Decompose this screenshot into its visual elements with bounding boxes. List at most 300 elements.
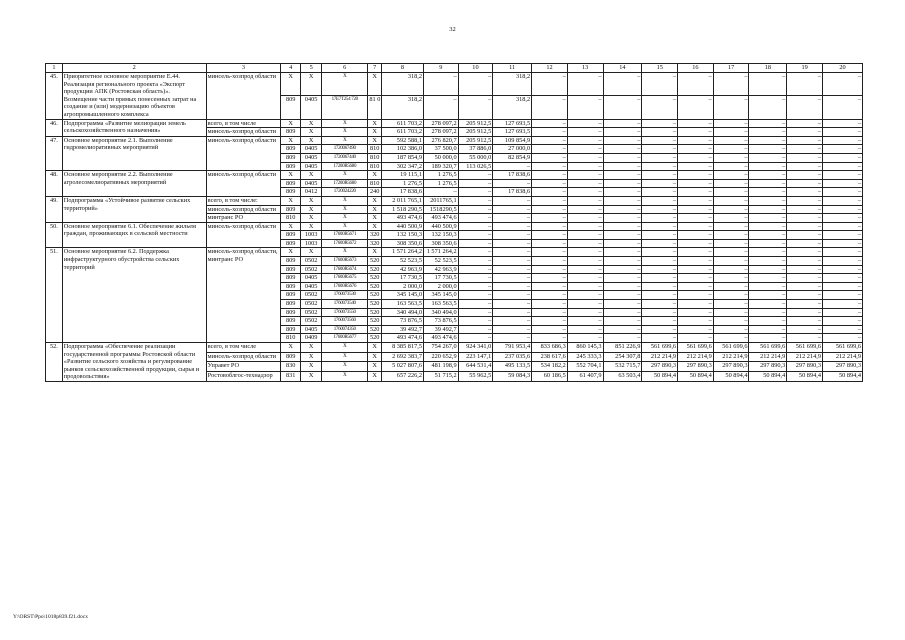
amount-cell: 163 563,5 xyxy=(423,300,458,309)
amount-cell: 73 876,5 xyxy=(381,317,423,326)
amount-cell: – xyxy=(642,308,678,317)
amount-cell: – xyxy=(642,257,678,266)
section-code: 1003 xyxy=(301,239,322,248)
amount-cell: 561 699,6 xyxy=(642,343,678,353)
amount-cell: – xyxy=(822,248,862,257)
amount-cell: – xyxy=(822,291,862,300)
amount-cell: 297 890,3 xyxy=(749,362,787,372)
row-executor: всего, в том числе xyxy=(206,119,281,128)
amount-cell: – xyxy=(822,231,862,240)
grbs-code: Х xyxy=(281,222,301,231)
amount-cell: – xyxy=(749,96,787,119)
target-code: Х xyxy=(322,73,368,96)
row-number: 48. xyxy=(46,171,63,197)
header-cell: 18 xyxy=(749,64,787,73)
header-cell: 11 xyxy=(493,64,532,73)
amount-cell: – xyxy=(749,325,787,334)
expense-type-code: Х xyxy=(368,171,382,180)
expense-type-code: 810 xyxy=(368,153,382,162)
amount-cell: 1 571 264,2 xyxy=(381,248,423,257)
amount-cell: 37 886,0 xyxy=(458,145,493,154)
amount-cell: – xyxy=(678,317,714,326)
expense-type-code: Х xyxy=(368,362,382,372)
amount-cell: – xyxy=(567,325,603,334)
amount-cell: – xyxy=(603,162,642,171)
amount-cell: – xyxy=(787,214,823,223)
amount-cell: – xyxy=(567,96,603,119)
amount-cell: – xyxy=(787,325,823,334)
amount-cell: – xyxy=(713,239,749,248)
amount-cell: 102 386,0 xyxy=(381,145,423,154)
section-code: 0502 xyxy=(301,291,322,300)
amount-cell: – xyxy=(713,205,749,214)
amount-cell: 833 686,3 xyxy=(532,343,568,353)
amount-cell: 212 214,9 xyxy=(787,352,823,362)
grbs-code: 809 xyxy=(281,257,301,266)
amount-cell: – xyxy=(532,308,568,317)
amount-cell: 1 518 290,5 xyxy=(381,205,423,214)
expense-type-code: Х xyxy=(368,214,382,223)
header-cell: 19 xyxy=(787,64,823,73)
amount-cell: – xyxy=(713,291,749,300)
section-code: 0405 xyxy=(301,179,322,188)
amount-cell: – xyxy=(642,317,678,326)
amount-cell: – xyxy=(493,282,532,291)
amount-cell: – xyxy=(678,291,714,300)
amount-cell: – xyxy=(749,162,787,171)
amount-cell: – xyxy=(678,222,714,231)
amount-cell: – xyxy=(603,325,642,334)
amount-cell: – xyxy=(713,334,749,343)
amount-cell: – xyxy=(603,257,642,266)
amount-cell: – xyxy=(642,222,678,231)
expense-type-code: Х xyxy=(368,222,382,231)
grbs-code: 830 xyxy=(281,362,301,372)
amount-cell: – xyxy=(458,179,493,188)
amount-cell: 61 407,9 xyxy=(567,372,603,382)
amount-cell: – xyxy=(678,179,714,188)
amount-cell: 19 115,1 xyxy=(381,171,423,180)
row-executor: минсель-хозпрод области xyxy=(206,222,281,248)
section-code: Х xyxy=(301,248,322,257)
amount-cell: – xyxy=(642,136,678,145)
amount-cell: – xyxy=(749,188,787,197)
amount-cell: – xyxy=(749,205,787,214)
target-code: 17600R5673 xyxy=(322,257,368,266)
amount-cell: – xyxy=(603,179,642,188)
amount-cell: – xyxy=(713,282,749,291)
amount-cell: – xyxy=(749,136,787,145)
section-code: Х xyxy=(301,214,322,223)
amount-cell: – xyxy=(532,136,568,145)
target-code: 17600R5676 xyxy=(322,282,368,291)
amount-cell: 440 500,9 xyxy=(381,222,423,231)
amount-cell: – xyxy=(567,179,603,188)
amount-cell: – xyxy=(493,334,532,343)
section-code: Х xyxy=(301,128,322,137)
amount-cell: – xyxy=(493,274,532,283)
amount-cell: – xyxy=(642,162,678,171)
amount-cell: 561 699,6 xyxy=(787,343,823,353)
amount-cell: – xyxy=(822,257,862,266)
expense-type-code: 240 xyxy=(368,188,382,197)
amount-cell: – xyxy=(822,214,862,223)
amount-cell: 611 703,2 xyxy=(381,128,423,137)
amount-cell: 2 000,0 xyxy=(423,282,458,291)
target-code: 1760073540 xyxy=(322,300,368,309)
section-code: 0405 xyxy=(301,96,322,119)
amount-cell: 302 347,2 xyxy=(381,162,423,171)
amount-cell: – xyxy=(787,222,823,231)
amount-cell: 39 492,7 xyxy=(381,325,423,334)
amount-cell: – xyxy=(532,196,568,205)
expense-type-code: 320 xyxy=(368,239,382,248)
target-code: Х xyxy=(322,372,368,382)
expense-type-code: Х xyxy=(368,73,382,96)
amount-cell: – xyxy=(567,231,603,240)
section-code: 0405 xyxy=(301,282,322,291)
amount-cell: 17 838,6 xyxy=(381,188,423,197)
amount-cell: – xyxy=(458,214,493,223)
amount-cell: 1 571 264,2 xyxy=(423,248,458,257)
grbs-code: 809 xyxy=(281,274,301,283)
amount-cell: – xyxy=(642,188,678,197)
amount-cell: – xyxy=(603,291,642,300)
section-code: 0405 xyxy=(301,162,322,171)
amount-cell: – xyxy=(787,153,823,162)
header-cell: 1 xyxy=(46,64,63,73)
amount-cell: – xyxy=(678,96,714,119)
amount-cell: – xyxy=(787,162,823,171)
section-code: Х xyxy=(301,372,322,382)
header-cell: 14 xyxy=(603,64,642,73)
amount-cell: – xyxy=(493,179,532,188)
amount-cell: – xyxy=(642,119,678,128)
section-code: 0405 xyxy=(301,325,322,334)
amount-cell: 113 026,5 xyxy=(458,162,493,171)
amount-cell: – xyxy=(567,171,603,180)
amount-cell: – xyxy=(787,300,823,309)
target-code: 1720067490 xyxy=(322,145,368,154)
amount-cell: – xyxy=(493,317,532,326)
amount-cell: – xyxy=(603,214,642,223)
amount-cell: 561 699,6 xyxy=(713,343,749,353)
amount-cell: – xyxy=(603,196,642,205)
target-code: 17600R5674 xyxy=(322,265,368,274)
row-title: Подпрограмма «Развитие мелиорации земель сельскохозяйственного назначения» xyxy=(62,119,206,136)
amount-cell: – xyxy=(822,179,862,188)
amount-cell: – xyxy=(678,334,714,343)
target-code: 17600R5672 xyxy=(322,239,368,248)
amount-cell: – xyxy=(749,265,787,274)
section-code: Х xyxy=(301,171,322,180)
amount-cell: – xyxy=(822,145,862,154)
amount-cell: – xyxy=(787,257,823,266)
amount-cell: – xyxy=(567,274,603,283)
amount-cell: 50 894,4 xyxy=(822,372,862,382)
row-executor: минсель-хозпрод области xyxy=(206,171,281,197)
amount-cell: 237 035,6 xyxy=(493,352,532,362)
table-row xyxy=(46,136,863,145)
amount-cell: 552 704,1 xyxy=(567,362,603,372)
target-code: Х xyxy=(322,362,368,372)
amount-cell: – xyxy=(603,231,642,240)
amount-cell: – xyxy=(567,162,603,171)
amount-cell: 37 500,0 xyxy=(423,145,458,154)
amount-cell: – xyxy=(822,162,862,171)
amount-cell: 205 912,5 xyxy=(458,136,493,145)
section-code: 0405 xyxy=(301,153,322,162)
amount-cell: – xyxy=(603,205,642,214)
amount-cell: – xyxy=(749,239,787,248)
amount-cell: – xyxy=(713,73,749,96)
expense-type-code: 520 xyxy=(368,274,382,283)
amount-cell: – xyxy=(749,128,787,137)
amount-cell: 205 912,5 xyxy=(458,128,493,137)
amount-cell: – xyxy=(567,239,603,248)
amount-cell: 297 890,3 xyxy=(787,362,823,372)
amount-cell: – xyxy=(642,73,678,96)
amount-cell: 297 890,3 xyxy=(822,362,862,372)
header-cell: 20 xyxy=(822,64,862,73)
amount-cell: 212 214,9 xyxy=(678,352,714,362)
amount-cell: – xyxy=(532,222,568,231)
amount-cell: – xyxy=(822,317,862,326)
amount-cell: 212 214,9 xyxy=(642,352,678,362)
amount-cell: 340 494,0 xyxy=(381,308,423,317)
row-number: 46. xyxy=(46,119,63,136)
section-code: Х xyxy=(301,222,322,231)
target-code: Х xyxy=(322,248,368,257)
target-code: 1720067440 xyxy=(322,153,368,162)
target-code: 17600R5675 xyxy=(322,274,368,283)
target-code: 17600R5677 xyxy=(322,334,368,343)
grbs-code: 809 xyxy=(281,162,301,171)
amount-cell: – xyxy=(458,257,493,266)
amount-cell: – xyxy=(678,136,714,145)
grbs-code: 810 xyxy=(281,334,301,343)
amount-cell: 50 894,4 xyxy=(787,372,823,382)
amount-cell: – xyxy=(567,153,603,162)
target-code: 17Е7Т254 720 xyxy=(322,96,368,119)
expense-type-code: Х xyxy=(368,136,382,145)
amount-cell: 127 693,5 xyxy=(493,128,532,137)
expense-type-code: 520 xyxy=(368,317,382,326)
amount-cell: – xyxy=(458,205,493,214)
expense-type-code: 520 xyxy=(368,300,382,309)
amount-cell: 493 474,6 xyxy=(381,334,423,343)
amount-cell: – xyxy=(493,248,532,257)
target-code: Х xyxy=(322,214,368,223)
grbs-code: 809 xyxy=(281,239,301,248)
amount-cell: – xyxy=(822,274,862,283)
amount-cell: – xyxy=(567,222,603,231)
amount-cell: – xyxy=(822,196,862,205)
amount-cell: 220 652,9 xyxy=(423,352,458,362)
amount-cell: 42 963,9 xyxy=(423,265,458,274)
amount-cell: – xyxy=(713,119,749,128)
amount-cell: – xyxy=(493,308,532,317)
amount-cell: – xyxy=(458,265,493,274)
amount-cell: – xyxy=(532,214,568,223)
amount-cell: 254 307,8 xyxy=(603,352,642,362)
row-executor: Ростовоблгос-технадзор xyxy=(206,372,281,382)
target-code: 17200R5680 xyxy=(322,179,368,188)
expense-type-code: Х xyxy=(368,196,382,205)
expense-type-code: Х xyxy=(368,343,382,353)
expense-type-code: 520 xyxy=(368,291,382,300)
amount-cell: – xyxy=(532,300,568,309)
amount-cell: – xyxy=(603,171,642,180)
amount-cell: – xyxy=(642,179,678,188)
amount-cell: 318,2 xyxy=(381,73,423,96)
footer-file-path: Y:\ORST\Ppo\1018p839.f21.docx xyxy=(13,614,88,620)
amount-cell: 2 000,0 xyxy=(381,282,423,291)
amount-cell: – xyxy=(567,334,603,343)
amount-cell: – xyxy=(532,282,568,291)
amount-cell: – xyxy=(713,308,749,317)
amount-cell: 189 320,7 xyxy=(423,162,458,171)
amount-cell: – xyxy=(713,274,749,283)
grbs-code: 809 xyxy=(281,282,301,291)
amount-cell: – xyxy=(532,73,568,96)
amount-cell: 17 730,5 xyxy=(381,274,423,283)
amount-cell: – xyxy=(567,136,603,145)
row-title: Подпрограмма «Обеспечение реализации государственной программы Ростовской области «Развитие сельского хозяйства и регулирование рынков сельскохозяйственной продукции, сырья и продовольствия» xyxy=(62,343,206,382)
amount-cell: 308 350,6 xyxy=(423,239,458,248)
amount-cell: – xyxy=(603,73,642,96)
amount-cell: – xyxy=(458,196,493,205)
amount-cell: 55 000,0 xyxy=(458,153,493,162)
target-code: Х xyxy=(322,352,368,362)
amount-cell: – xyxy=(458,282,493,291)
amount-cell: – xyxy=(749,300,787,309)
amount-cell: – xyxy=(532,188,568,197)
amount-cell: – xyxy=(458,231,493,240)
amount-cell: 791 953,4 xyxy=(493,343,532,353)
amount-cell: – xyxy=(713,128,749,137)
amount-cell: 754 267,0 xyxy=(423,343,458,353)
expense-type-code: 320 xyxy=(368,231,382,240)
amount-cell: – xyxy=(678,239,714,248)
amount-cell: – xyxy=(749,222,787,231)
row-number: 52. xyxy=(46,343,63,382)
row-number: 49. xyxy=(46,196,63,222)
amount-cell: 592 588,1 xyxy=(381,136,423,145)
amount-cell: – xyxy=(642,248,678,257)
amount-cell: 345 145,0 xyxy=(423,291,458,300)
row-executor: Управет РО xyxy=(206,362,281,372)
amount-cell: 308 350,6 xyxy=(381,239,423,248)
section-code: 0502 xyxy=(301,257,322,266)
amount-cell: – xyxy=(603,334,642,343)
target-code: 1760073530 xyxy=(322,291,368,300)
header-cell: 6 xyxy=(322,64,368,73)
amount-cell: – xyxy=(532,248,568,257)
amount-cell: – xyxy=(567,308,603,317)
amount-cell: 644 531,4 xyxy=(458,362,493,372)
section-code: Х xyxy=(301,205,322,214)
amount-cell: 59 084,3 xyxy=(493,372,532,382)
amount-cell: 132 150,3 xyxy=(381,231,423,240)
expense-type-code: 520 xyxy=(368,265,382,274)
section-code: 0405 xyxy=(301,145,322,154)
amount-cell: – xyxy=(567,282,603,291)
amount-cell: – xyxy=(787,73,823,96)
amount-cell: 481 198,9 xyxy=(423,362,458,372)
expense-type-code: 810 xyxy=(368,145,382,154)
amount-cell: 340 494,0 xyxy=(423,308,458,317)
amount-cell: – xyxy=(642,265,678,274)
expense-type-code: Х xyxy=(368,248,382,257)
amount-cell: – xyxy=(787,282,823,291)
amount-cell: – xyxy=(713,214,749,223)
amount-cell: – xyxy=(713,222,749,231)
amount-cell: – xyxy=(713,188,749,197)
amount-cell: – xyxy=(678,153,714,162)
amount-cell: – xyxy=(603,153,642,162)
amount-cell: – xyxy=(567,248,603,257)
amount-cell: – xyxy=(678,119,714,128)
amount-cell: – xyxy=(603,282,642,291)
amount-cell: – xyxy=(567,214,603,223)
grbs-code: 809 xyxy=(281,145,301,154)
amount-cell: – xyxy=(822,73,862,96)
amount-cell: 39 492,7 xyxy=(423,325,458,334)
amount-cell: 924 341,0 xyxy=(458,343,493,353)
amount-cell: – xyxy=(749,171,787,180)
amount-cell: – xyxy=(787,248,823,257)
target-code: Х xyxy=(322,136,368,145)
header-row xyxy=(46,64,863,73)
header-cell: 4 xyxy=(281,64,301,73)
amount-cell: – xyxy=(678,325,714,334)
amount-cell: – xyxy=(787,171,823,180)
amount-cell: – xyxy=(713,171,749,180)
row-executor: всего, в том числе: xyxy=(206,196,281,205)
row-executor: минтранс РО xyxy=(206,214,281,223)
amount-cell: – xyxy=(532,274,568,283)
row-number: 45. xyxy=(46,73,63,120)
amount-cell: – xyxy=(822,205,862,214)
row-executor: минсель-хозпрод области, минтранс РО xyxy=(206,248,281,343)
amount-cell: – xyxy=(603,317,642,326)
grbs-code: 809 xyxy=(281,205,301,214)
amount-cell: – xyxy=(642,196,678,205)
amount-cell: 132 150,3 xyxy=(423,231,458,240)
amount-cell: – xyxy=(713,196,749,205)
expense-type-code: 520 xyxy=(368,257,382,266)
amount-cell: – xyxy=(787,119,823,128)
amount-cell: – xyxy=(532,145,568,154)
amount-cell: – xyxy=(458,248,493,257)
amount-cell: – xyxy=(822,282,862,291)
section-code: 0405 xyxy=(301,274,322,283)
amount-cell: – xyxy=(749,257,787,266)
amount-cell: – xyxy=(787,239,823,248)
amount-cell: – xyxy=(532,96,568,119)
header-cell: 2 xyxy=(62,64,206,73)
amount-cell: 561 699,6 xyxy=(749,343,787,353)
amount-cell: – xyxy=(822,136,862,145)
amount-cell: 1 276,5 xyxy=(423,179,458,188)
amount-cell: 297 890,3 xyxy=(713,362,749,372)
amount-cell: – xyxy=(458,317,493,326)
amount-cell: 109 854,9 xyxy=(493,136,532,145)
amount-cell: – xyxy=(678,308,714,317)
amount-cell: 50 894,4 xyxy=(713,372,749,382)
row-title: Основное мероприятие 6.2. Поддержка инфраструктурного обустройства сельских территорий xyxy=(62,248,206,343)
